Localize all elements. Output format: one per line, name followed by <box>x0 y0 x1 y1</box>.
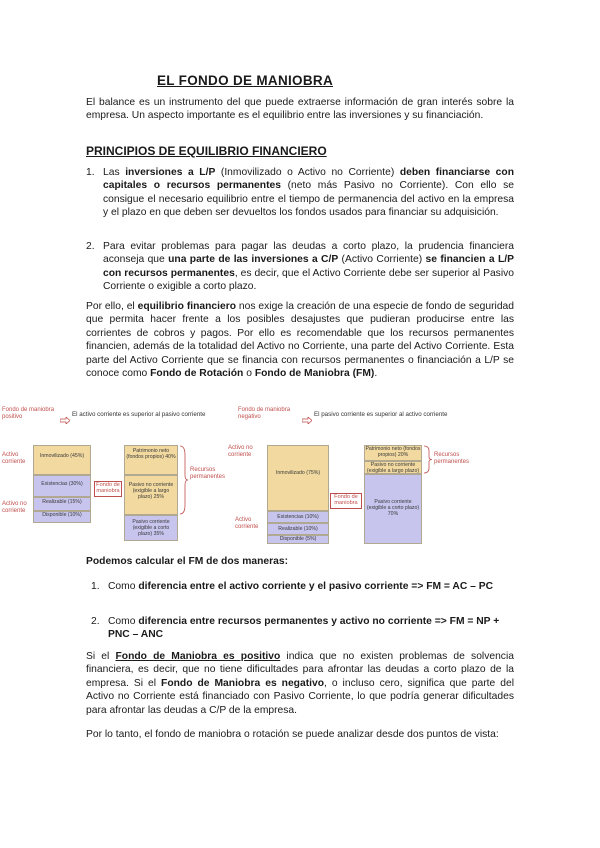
calc-heading: Podemos calcular el FM de dos maneras: <box>86 556 289 567</box>
right-asset-realizable: Realizable (10%) <box>267 523 329 535</box>
left-side-activo-no-corriente: Activo no corriente <box>2 501 27 514</box>
left-asset-disponible: Disponible (10%) <box>33 511 91 523</box>
right-asset-existencias: Existencias (10%) <box>267 511 329 523</box>
right-asset-inmovilizado: Inmovilizado (75%) <box>267 445 329 511</box>
calc-2-number: 2. <box>91 616 100 627</box>
right-header-label: Fondo de maniobra negativo <box>238 407 291 420</box>
left-recursos-permanentes: Recursos permanentes <box>190 467 226 480</box>
left-fm-label: Fondo de maniobra <box>94 481 122 497</box>
right-fm-label: Fondo de maniobra <box>330 493 362 509</box>
principle-2-text: Para evitar problemas para pagar las deudas a corto plazo, la prudencia financiera aconseja que una parte de las inversiones a C/P (Activo Corriente) se financien a L/P con recursos permanentes, es decir, que el Activo Corriente debe ser superior al Pasivo Corriente o exigible a corto plazo. <box>103 241 514 293</box>
left-liab-pasivo-corriente: Pasivo corriente (exigible a corto plazo) 35% <box>124 515 178 541</box>
principle-2-number: 2. <box>86 241 95 252</box>
left-bracket <box>180 445 188 515</box>
left-header-arrow-icon <box>60 411 70 418</box>
left-asset-inmovilizado: Inmovilizado (45%) <box>33 445 91 475</box>
calc-1-number: 1. <box>91 581 100 592</box>
left-side-activo-corriente: Activo corriente <box>2 452 26 465</box>
right-liab-pasivo-corriente: Pasivo corriente (exigible a corto plazo) 70% <box>364 474 422 544</box>
equilibrium-paragraph: Por ello, el equilibrio financiero nos exige la creación de una especie de fondo de seguridad que permita hacer frente a los posibles desajustes que pudieran producirse entre las corrientes de cobros y pagos. Por ello es recomendable que los recursos permanentes financien, además de la totalidad del Activo no Corriente, una parte del Activo Corriente. Esta parte del Activo Corriente que se financia con recursos permanentes o financiación a L/P se conoce como Fondo de Rotación o Fondo de Maniobra (FM). <box>86 301 515 380</box>
calc-2-text: Como diferencia entre recursos permanentes y activo no corriente => FM = NP + PNC – ANC <box>108 616 500 641</box>
calc-1-text: Como diferencia entre el activo corriente y el pasivo corriente => FM = AC – PC <box>108 581 494 592</box>
right-liab-patrimonio: Patrimonio neto (fondos propios) 20% <box>364 445 422 461</box>
right-side-activo-corriente: Activo corriente <box>235 517 259 530</box>
page-title: EL FONDO DE MANIOBRA <box>157 73 334 88</box>
right-side-activo-no-corriente: Activo no corriente <box>228 445 253 458</box>
intro-paragraph: El balance es un instrumento del que puede extraerse información de gran interés sobre la empresa. Un aspecto importante es el equilibrio entre las inversiones y su financiación. <box>86 97 514 122</box>
left-header-label: Fondo de maniobra positivo <box>2 407 55 420</box>
left-header-note: El activo corriente es superior al pasivo corriente <box>72 411 206 418</box>
right-bracket <box>424 445 432 474</box>
right-recursos-permanentes: Recursos permanentes <box>434 452 470 465</box>
balance-diagram <box>0 405 600 545</box>
principles-heading: PRINCIPIOS DE EQUILIBRIO FINANCIERO <box>86 144 327 158</box>
right-liab-pasivo-no-corriente: Pasivo no corriente (exigible a largo plazo) <box>364 461 422 474</box>
principle-1-number: 1. <box>86 167 95 178</box>
left-asset-realizable: Realizable (15%) <box>33 497 91 511</box>
final-paragraph: Por lo tanto, el fondo de maniobra o rotación se puede analizar desde dos puntos de vista: <box>86 729 499 740</box>
right-asset-disponible: Disponible (5%) <box>267 535 329 544</box>
left-liab-patrimonio: Patrimonio neto (fondos propios) 40% <box>124 445 178 475</box>
principle-1-text: Las inversiones a L/P (Inmovilizado o Activo no Corriente) deben financiarse con capitales o recursos permanentes (neto más Pasivo no Corriente). Con ello se consigue el necesario equilibrio entre el tiempo de permanencia del activo en la empresa y el plazo en que deben ser devueltos los fondos usados para financiar su adquisición. <box>103 167 514 219</box>
left-asset-existencias: Existencias (30%) <box>33 475 91 497</box>
right-header-note: El pasivo corriente es superior al activo corriente <box>314 411 448 418</box>
fm-paragraph: Si el Fondo de Maniobra es positivo indica que no existen problemas de solvencia financiera, es decir, que no tiene dificultades para afrontar las deudas a corto plazo de la empresa. Si el Fondo de Maniobra es negativo, o incluso cero, significa que parte del Activo no Corriente está financiado con Pasivo Corriente, lo que podría generar dificultades para afrontar las deudas a C/P de la empresa. <box>86 651 514 716</box>
right-header-arrow-icon <box>302 411 312 418</box>
left-liab-pasivo-no-corriente: Pasivo no corriente (exigible a largo plazo) 25% <box>124 475 178 515</box>
